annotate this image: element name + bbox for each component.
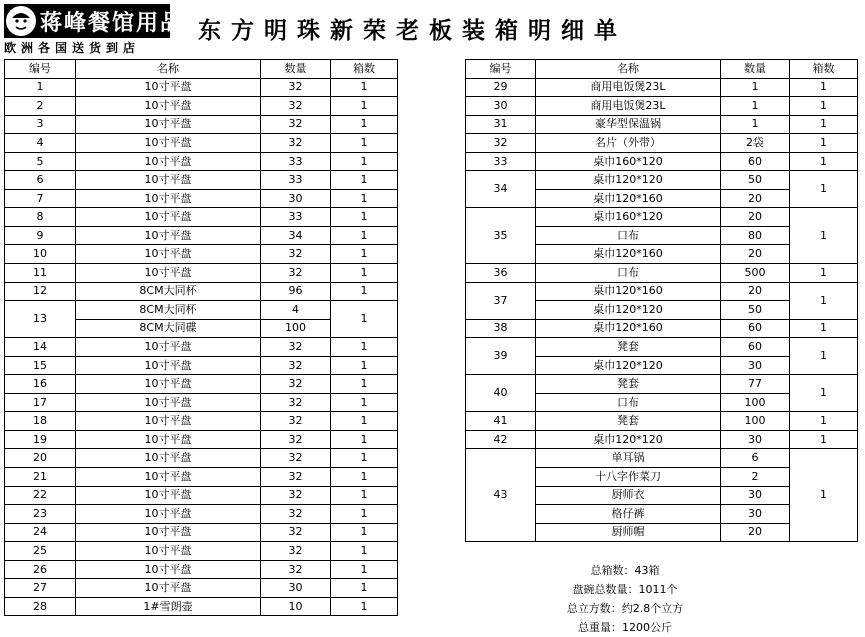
cell-quantity: 1: [721, 97, 790, 116]
cell-name: 口布: [536, 226, 721, 245]
cell-boxes: 1: [331, 523, 398, 542]
cell-boxes: 1: [331, 189, 398, 208]
table-row: [466, 338, 858, 357]
cell-boxes: 1: [331, 134, 398, 153]
cell-name: 10寸平盘: [76, 78, 261, 97]
cell-quantity: 50: [721, 171, 790, 190]
cell-boxes: 1: [331, 152, 398, 171]
cell-number: 16: [5, 375, 76, 394]
brand-name: 蒋峰餐馆用品: [40, 9, 185, 36]
cell-name: 10寸平盘: [76, 486, 261, 505]
cell-name: 8CM大同杯: [76, 282, 261, 301]
cell-boxes: 1: [331, 597, 398, 616]
cell-number: 11: [5, 264, 76, 283]
table-row: [5, 301, 398, 320]
table-row: [5, 393, 398, 412]
cell-name: 商用电饭煲23L: [536, 78, 721, 97]
cell-quantity: 32: [261, 412, 331, 431]
summary-block: [540, 561, 710, 637]
cell-number: 40: [466, 375, 536, 412]
table-row: [466, 134, 858, 153]
cell-quantity: 60: [721, 152, 790, 171]
cell-number: 18: [5, 412, 76, 431]
cell-quantity: 32: [261, 468, 331, 487]
table-row: [466, 78, 858, 97]
cell-quantity: 20: [721, 245, 790, 264]
table-row: [466, 412, 858, 431]
cell-quantity: 32: [261, 375, 331, 394]
table-row: [466, 430, 858, 449]
cell-boxes: 1: [331, 264, 398, 283]
cell-boxes: 1: [331, 356, 398, 375]
cell-quantity: 32: [261, 393, 331, 412]
cell-number: 7: [5, 189, 76, 208]
cell-boxes: 1: [790, 338, 858, 375]
cell-number: 31: [466, 115, 536, 134]
col-header-quantity: 数量: [261, 60, 331, 79]
col-header-boxes: 箱数: [331, 60, 398, 79]
table-row: [466, 152, 858, 171]
cell-quantity: 32: [261, 560, 331, 579]
cell-number: 8: [5, 208, 76, 227]
table-row: [5, 245, 398, 264]
cell-quantity: 32: [261, 245, 331, 264]
table-body-left: [5, 78, 398, 616]
cell-boxes: 1: [331, 393, 398, 412]
cell-name: 桌巾120*160: [536, 319, 721, 338]
table-row: [5, 264, 398, 283]
cell-number: 9: [5, 226, 76, 245]
cell-number: 1: [5, 78, 76, 97]
cell-quantity: 32: [261, 542, 331, 561]
cell-number: 37: [466, 282, 536, 319]
cell-quantity: 96: [261, 282, 331, 301]
col-header-name: 名称: [536, 60, 721, 79]
cell-quantity: 60: [721, 338, 790, 357]
cell-number: 27: [5, 579, 76, 598]
cell-name: 10寸平盘: [76, 115, 261, 134]
cell-name: 10寸平盘: [76, 468, 261, 487]
cell-boxes: 1: [331, 560, 398, 579]
cell-name: 1#雪朗壶: [76, 597, 261, 616]
cell-name: 商用电饭煲23L: [536, 97, 721, 116]
cell-number: 39: [466, 338, 536, 375]
cell-name: 10寸平盘: [76, 375, 261, 394]
cell-name: 10寸平盘: [76, 430, 261, 449]
cell-name: 10寸平盘: [76, 560, 261, 579]
cell-boxes: 1: [331, 301, 398, 338]
cell-name: 10寸平盘: [76, 134, 261, 153]
table-row: [466, 208, 858, 227]
cell-quantity: 32: [261, 486, 331, 505]
cell-number: 42: [466, 430, 536, 449]
cell-number: 10: [5, 245, 76, 264]
cell-number: 43: [466, 449, 536, 542]
table-row: [466, 97, 858, 116]
cell-boxes: 1: [331, 468, 398, 487]
cell-quantity: 20: [721, 523, 790, 542]
cell-quantity: 2: [721, 468, 790, 487]
table-body-right: [466, 78, 858, 542]
cell-boxes: 1: [790, 264, 858, 283]
table-row: [466, 264, 858, 283]
table-row: [5, 560, 398, 579]
chef-face-icon: [6, 6, 36, 36]
cell-name: 凳套: [536, 338, 721, 357]
packing-table-left: [4, 59, 398, 616]
table-row: [5, 282, 398, 301]
cell-number: 36: [466, 264, 536, 283]
cell-name: 10寸平盘: [76, 393, 261, 412]
cell-quantity: 500: [721, 264, 790, 283]
cell-number: 17: [5, 393, 76, 412]
cell-number: 20: [5, 449, 76, 468]
cell-number: 19: [5, 430, 76, 449]
cell-name: 10寸平盘: [76, 171, 261, 190]
table-row: [5, 375, 398, 394]
table-row: [5, 505, 398, 524]
cell-name: 10寸平盘: [76, 542, 261, 561]
cell-number: 30: [466, 97, 536, 116]
table-row: [5, 449, 398, 468]
cell-number: 4: [5, 134, 76, 153]
cell-number: 26: [5, 560, 76, 579]
packing-table-right: [465, 59, 858, 542]
table-row: [5, 208, 398, 227]
cell-name: 10寸平盘: [76, 579, 261, 598]
cell-name: 10寸平盘: [76, 505, 261, 524]
table-row: [5, 597, 398, 616]
cell-name: 10寸平盘: [76, 449, 261, 468]
cell-name: 10寸平盘: [76, 189, 261, 208]
col-header-number: 编号: [5, 60, 76, 79]
cell-boxes: 1: [790, 78, 858, 97]
cell-quantity: 32: [261, 115, 331, 134]
cell-boxes: 1: [331, 226, 398, 245]
table-row: [5, 152, 398, 171]
col-header-quantity: 数量: [721, 60, 790, 79]
table-row: [5, 523, 398, 542]
cell-quantity: 30: [721, 486, 790, 505]
cell-name: 10寸平盘: [76, 412, 261, 431]
cell-quantity: 2袋: [721, 134, 790, 153]
cell-quantity: 32: [261, 264, 331, 283]
cell-boxes: 1: [790, 115, 858, 134]
cell-boxes: 1: [331, 412, 398, 431]
cell-boxes: 1: [331, 338, 398, 357]
cell-boxes: 1: [790, 430, 858, 449]
summary-total-plates: 盘碗总数量：1011个: [572, 583, 678, 596]
cell-quantity: 32: [261, 430, 331, 449]
cell-name: 10寸平盘: [76, 226, 261, 245]
table-header-row: [5, 60, 398, 79]
cell-name: 8CM大同碟: [76, 319, 261, 338]
cell-name: 桌巾120*160: [536, 282, 721, 301]
cell-quantity: 80: [721, 226, 790, 245]
cell-name: 桌巾160*120: [536, 152, 721, 171]
cell-number: 35: [466, 208, 536, 264]
cell-name: 名片（外带）: [536, 134, 721, 153]
cell-quantity: 30: [721, 505, 790, 524]
summary-total-weight: 总重量：1200公斤: [578, 621, 672, 634]
table-row: [466, 449, 858, 468]
cell-boxes: 1: [331, 97, 398, 116]
table-row: [5, 171, 398, 190]
cell-quantity: 6: [721, 449, 790, 468]
table-row: [5, 430, 398, 449]
cell-name: 格仔裤: [536, 505, 721, 524]
cell-quantity: 32: [261, 523, 331, 542]
cell-number: 32: [466, 134, 536, 153]
col-header-boxes: 箱数: [790, 60, 858, 79]
cell-quantity: 30: [261, 579, 331, 598]
col-header-name: 名称: [76, 60, 261, 79]
col-header-number: 编号: [466, 60, 536, 79]
cell-name: 豪华型保温锅: [536, 115, 721, 134]
table-row: [466, 375, 858, 394]
table-row: [466, 282, 858, 301]
summary-total-volume: 总立方数：约2.8个立方: [566, 602, 684, 615]
cell-name: 凳套: [536, 375, 721, 394]
cell-boxes: 1: [790, 208, 858, 264]
cell-name: 10寸平盘: [76, 338, 261, 357]
cell-quantity: 33: [261, 208, 331, 227]
cell-number: 38: [466, 319, 536, 338]
cell-quantity: 100: [721, 412, 790, 431]
cell-number: 21: [5, 468, 76, 487]
cell-name: 10寸平盘: [76, 245, 261, 264]
cell-number: 41: [466, 412, 536, 431]
cell-number: 29: [466, 78, 536, 97]
cell-quantity: 100: [261, 319, 331, 338]
cell-quantity: 20: [721, 282, 790, 301]
cell-quantity: 33: [261, 171, 331, 190]
cell-name: 凳套: [536, 412, 721, 431]
summary-total-boxes: 总箱数：43箱: [590, 564, 660, 577]
cell-quantity: 32: [261, 97, 331, 116]
cell-name: 桌巾120*120: [536, 356, 721, 375]
cell-quantity: 1: [721, 78, 790, 97]
table-row: [5, 189, 398, 208]
cell-boxes: 1: [331, 115, 398, 134]
cell-boxes: 1: [331, 430, 398, 449]
cell-number: 13: [5, 301, 76, 338]
cell-boxes: 1: [331, 245, 398, 264]
cell-quantity: 32: [261, 78, 331, 97]
cell-number: 3: [5, 115, 76, 134]
table-row: [5, 412, 398, 431]
cell-quantity: 100: [721, 393, 790, 412]
cell-boxes: 1: [790, 319, 858, 338]
cell-quantity: 20: [721, 208, 790, 227]
cell-boxes: 1: [331, 542, 398, 561]
table-row: [5, 134, 398, 153]
cell-number: 25: [5, 542, 76, 561]
cell-name: 10寸平盘: [76, 523, 261, 542]
cell-name: 厨师帽: [536, 523, 721, 542]
table-row: [5, 486, 398, 505]
cell-number: 14: [5, 338, 76, 357]
cell-number: 5: [5, 152, 76, 171]
cell-number: 12: [5, 282, 76, 301]
cell-quantity: 30: [721, 356, 790, 375]
cell-name: 10寸平盘: [76, 152, 261, 171]
cell-name: 桌巾120*120: [536, 301, 721, 320]
cell-quantity: 60: [721, 319, 790, 338]
cell-quantity: 32: [261, 449, 331, 468]
cell-name: 10寸平盘: [76, 208, 261, 227]
cell-name: 10寸平盘: [76, 97, 261, 116]
cell-boxes: 1: [331, 505, 398, 524]
table-row: [5, 356, 398, 375]
table-row: [5, 542, 398, 561]
cell-boxes: 1: [790, 449, 858, 542]
table-row: [5, 115, 398, 134]
cell-name: 桌巾120*160: [536, 245, 721, 264]
cell-name: 厨师衣: [536, 486, 721, 505]
cell-number: 34: [466, 171, 536, 208]
cell-boxes: 1: [331, 78, 398, 97]
cell-boxes: 1: [790, 152, 858, 171]
cell-boxes: 1: [331, 449, 398, 468]
cell-boxes: 1: [790, 375, 858, 412]
cell-boxes: 1: [331, 375, 398, 394]
table-row: [5, 579, 398, 598]
cell-number: 22: [5, 486, 76, 505]
document-title: 东方明珠新荣老板装箱明细单: [198, 17, 627, 44]
cell-name: 口布: [536, 264, 721, 283]
cell-number: 15: [5, 356, 76, 375]
cell-quantity: 30: [721, 430, 790, 449]
cell-number: 24: [5, 523, 76, 542]
cell-name: 10寸平盘: [76, 264, 261, 283]
brand-tagline: 欧洲各国送货到店: [4, 41, 141, 55]
table-row: [466, 171, 858, 190]
cell-quantity: 33: [261, 152, 331, 171]
cell-quantity: 32: [261, 338, 331, 357]
cell-quantity: 77: [721, 375, 790, 394]
cell-name: 口布: [536, 393, 721, 412]
cell-number: 33: [466, 152, 536, 171]
brand-logo: [4, 4, 185, 38]
cell-name: 桌巾120*160: [536, 189, 721, 208]
table-row: [5, 97, 398, 116]
cell-boxes: 1: [790, 171, 858, 208]
cell-boxes: 1: [331, 208, 398, 227]
cell-name: 8CM大同杯: [76, 301, 261, 320]
cell-number: 28: [5, 597, 76, 616]
cell-name: 桌巾160*120: [536, 208, 721, 227]
cell-boxes: 1: [790, 282, 858, 319]
table-row: [466, 115, 858, 134]
cell-quantity: 32: [261, 505, 331, 524]
cell-boxes: 1: [790, 412, 858, 431]
cell-boxes: 1: [790, 134, 858, 153]
cell-name: 桌巾120*120: [536, 171, 721, 190]
cell-number: 23: [5, 505, 76, 524]
cell-quantity: 50: [721, 301, 790, 320]
cell-quantity: 30: [261, 189, 331, 208]
cell-quantity: 34: [261, 226, 331, 245]
table-row: [466, 319, 858, 338]
cell-name: 10寸平盘: [76, 356, 261, 375]
cell-name: 桌巾120*120: [536, 430, 721, 449]
cell-quantity: 1: [721, 115, 790, 134]
cell-quantity: 4: [261, 301, 331, 320]
cell-number: 2: [5, 97, 76, 116]
cell-boxes: 1: [331, 282, 398, 301]
cell-quantity: 32: [261, 134, 331, 153]
cell-name: 单耳锅: [536, 449, 721, 468]
cell-quantity: 10: [261, 597, 331, 616]
cell-quantity: 32: [261, 356, 331, 375]
cell-boxes: 1: [790, 97, 858, 116]
table-row: [5, 226, 398, 245]
table-row: [5, 468, 398, 487]
cell-boxes: 1: [331, 171, 398, 190]
cell-name: 十八字作菜刀: [536, 468, 721, 487]
cell-number: 6: [5, 171, 76, 190]
table-header-row: [466, 60, 858, 79]
table-row: [5, 338, 398, 357]
cell-boxes: 1: [331, 579, 398, 598]
cell-boxes: 1: [331, 486, 398, 505]
table-row: [5, 78, 398, 97]
cell-quantity: 20: [721, 189, 790, 208]
